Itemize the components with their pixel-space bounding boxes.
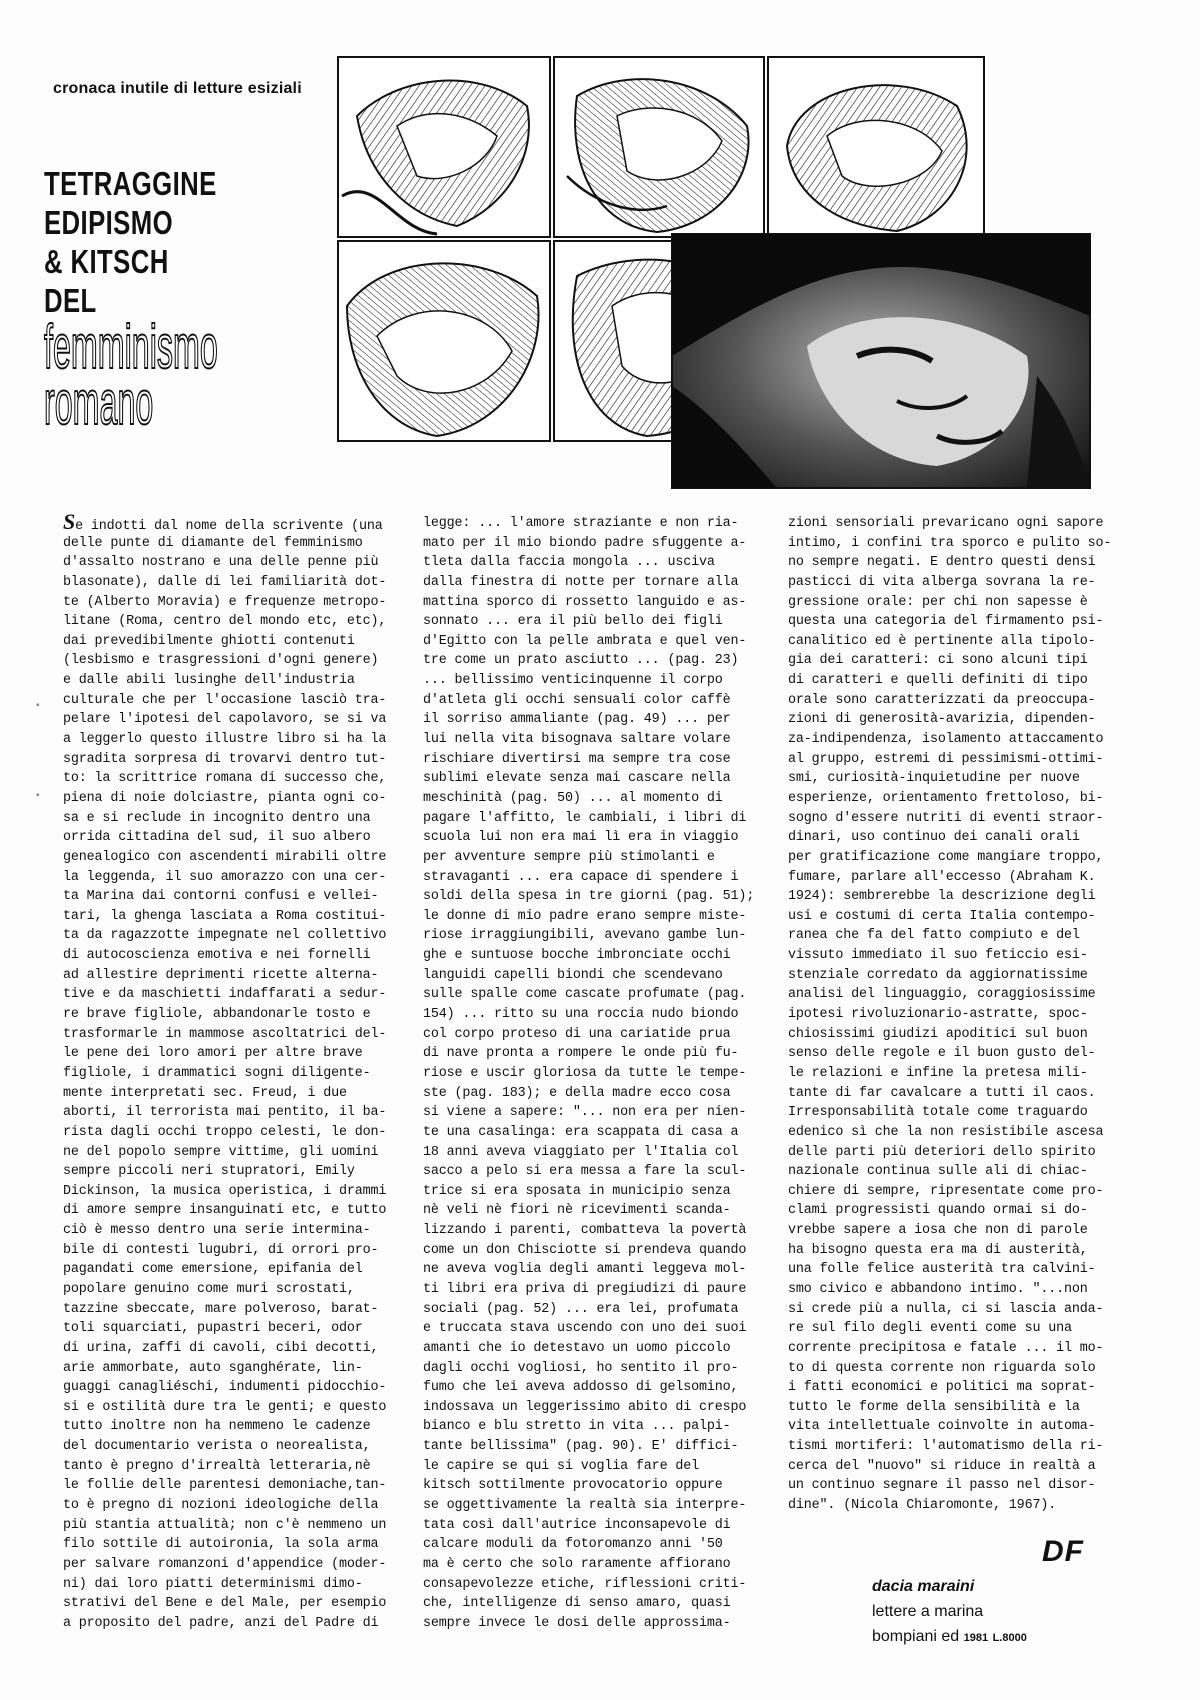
column-line: gia dei caratteri: ci sono alcuni tipi bbox=[788, 653, 1088, 669]
title-line-1: TETRAGGINE bbox=[44, 165, 217, 202]
column-line: re sul filo degli eventi come su una bbox=[788, 1321, 1072, 1337]
column-line: gressione orale: per chi non sapesse è bbox=[788, 594, 1088, 610]
column-line: tante bellissima" (pag. 90). E' diffici- bbox=[423, 1439, 739, 1455]
column-line: fumo che lei aveva addosso di gelsomino, bbox=[423, 1380, 739, 1396]
column-line: riose irraggiungibili, avevano gambe lun- bbox=[423, 928, 747, 944]
column-line: dine". (Nicola Chiaromonte, 1967). bbox=[788, 1498, 1057, 1514]
column-line: se oggettivamente la realtà sia interpre- bbox=[423, 1498, 747, 1514]
column-line: Dickinson, la musica operistica, i drammi bbox=[63, 1183, 387, 1199]
column-line: per salvare romanzoni d'appendice (moder- bbox=[63, 1556, 387, 1572]
book-price: L.8000 bbox=[992, 1632, 1027, 1644]
column-line: ciò è messo dentro una serie intermina- bbox=[63, 1223, 371, 1239]
column-line: za-indipendenza, isolamento attaccamento bbox=[788, 732, 1104, 748]
column-line: delle punte di diamante del femminismo bbox=[63, 535, 363, 551]
column-line: dalla finestra di notte per tornare alla bbox=[423, 574, 739, 590]
column-line: sempre invece le dosi delle approssima- bbox=[423, 1615, 731, 1631]
column-line: cerca del "nuovo" si riduce in realtà a bbox=[788, 1458, 1096, 1474]
column-line: a proposito del padre, anzi del Padre di bbox=[63, 1615, 379, 1631]
column-line: tre come un prato asciutto ... (pag. 23) bbox=[423, 653, 739, 669]
column-line: al gruppo, estremi di pessimismi-ottimi- bbox=[788, 751, 1104, 767]
book-author: dacia maraini bbox=[872, 1578, 975, 1595]
column-line: meschinità (pag. 50) ... al momento di bbox=[423, 790, 723, 806]
column-line: sacco a pelo si era messa a fare la scul- bbox=[423, 1164, 747, 1180]
column-line: sublimi elevate senza mai cascare nella bbox=[423, 771, 731, 787]
column-line: dagli occhi vogliosi, ho sentito il pro- bbox=[423, 1360, 739, 1376]
column-line: le pene dei loro amori per altre brave bbox=[63, 1046, 363, 1062]
column-line: to di questa corrente non riguarda solo bbox=[788, 1360, 1096, 1376]
column-line: rischiare divertirsi ma sempre tra cose bbox=[423, 751, 731, 767]
column-line: col corpo proteso di una cariatide prua bbox=[423, 1026, 731, 1042]
illustration-collage bbox=[337, 56, 1092, 489]
article-column-2 bbox=[423, 514, 754, 1634]
column-line: la leggenda, il suo amorazzo con una cer- bbox=[63, 869, 387, 885]
drawing-panel-3 bbox=[768, 57, 984, 237]
column-line: per gratificazione come mangiare troppo, bbox=[788, 849, 1104, 865]
column-line: le capire se qui si voglia fare del bbox=[423, 1458, 699, 1474]
book-reference bbox=[872, 1574, 1027, 1651]
column-line: stravaganti ... era capace di spendere i bbox=[423, 869, 739, 885]
column-line: te una casalinga: era scappata di casa a bbox=[423, 1124, 739, 1140]
column-line: calcare moduli da fotoromanzo anni '50 bbox=[423, 1537, 723, 1553]
column-line: figliole, i drammatici sogni diligente- bbox=[63, 1065, 371, 1081]
column-line: d'Egitto con la pelle ambrata e quel ven- bbox=[423, 633, 747, 649]
column-line: chiere di sempre, ripresentate come pro- bbox=[788, 1183, 1104, 1199]
column-line: ghe e suntuose bocche imbronciate occhi bbox=[423, 948, 731, 964]
drawing-panel-4 bbox=[338, 241, 550, 441]
column-line: e truccata stava uscendo con uno dei suoi bbox=[423, 1321, 747, 1337]
column-line: scuola lui non era mai lì era in viaggio bbox=[423, 830, 739, 846]
column-line: di nave pronta a rompere le onde più fu- bbox=[423, 1046, 739, 1062]
column-line: una folle felice austerità tra calvini- bbox=[788, 1262, 1096, 1278]
column-line: tante di far cavalcare a tutti il caos. bbox=[788, 1085, 1096, 1101]
section-rubric: cronaca inutile di letture esiziali bbox=[53, 80, 302, 97]
column-line: usi e costumi di certa Italia contempo- bbox=[788, 908, 1096, 924]
column-line: blasonate), dalle di lei familiarità dot- bbox=[63, 574, 387, 590]
column-line: rista dagli occhi troppo celesti, le don- bbox=[63, 1124, 387, 1140]
column-line: to: la scrittrice romana di successo che, bbox=[63, 771, 387, 787]
photo-panel bbox=[672, 234, 1090, 488]
column-line: ... bellissimo venticinquenne il corpo bbox=[423, 673, 723, 689]
column-line: orrida cittadina del sud, il suo albero bbox=[63, 830, 371, 846]
column-line: tismi mortiferi: l'automatismo della ri- bbox=[788, 1439, 1104, 1455]
column-line: pagandati come emersione, epifania del bbox=[63, 1262, 363, 1278]
column-line: d'assalto nostrano e una delle penne più bbox=[63, 555, 379, 571]
column-line: legge: ... l'amore straziante e non ria- bbox=[423, 516, 739, 531]
column-line: per avventure sempre più stimolanti e bbox=[423, 849, 715, 865]
column-line: vissuto immediato il suo feticcio esi- bbox=[788, 948, 1088, 964]
column-line: si crede più a nulla, ci si lascia anda- bbox=[788, 1301, 1104, 1317]
column-line: sgradita sorpresa di trovarvi dentro tut- bbox=[63, 751, 387, 767]
column-line: ipotesi rivoluzionario-astratte, spoc- bbox=[788, 1007, 1088, 1023]
column-line: di urina, zaffi di cavoli, cibi decotti, bbox=[63, 1340, 379, 1356]
column-line: clami progressisti quando ormai si do- bbox=[788, 1203, 1088, 1219]
column-line: te (Alberto Moravia) e frequenze metropo- bbox=[63, 594, 387, 610]
article-title bbox=[44, 164, 244, 438]
column-line: pelare l'ipotesi del capolavoro, se si va bbox=[63, 712, 387, 728]
column-line: pagare l'affitto, le cambiali, i libri di bbox=[423, 810, 747, 826]
column-line: filo sottile di autoironia, la sola arma bbox=[63, 1537, 379, 1553]
drawing-panel-1 bbox=[338, 57, 550, 237]
column-line: le donne di mio padre erano sempre miste- bbox=[423, 908, 747, 924]
column-line: di amore sempre insanguinati etc, e tutto bbox=[63, 1203, 387, 1219]
column-line: strativi del Bene e del Male, per esempio bbox=[63, 1596, 387, 1612]
column-line: si e ostilità dure tra le genti; e questo bbox=[63, 1399, 387, 1415]
column-line: popolare genuino come muri scrostati, bbox=[63, 1281, 355, 1297]
column-line: lui nella vita bisognava saltare volare bbox=[423, 732, 731, 748]
column-line: lizzando i parenti, combatteva la povertà bbox=[423, 1223, 747, 1239]
column-line: kitsch sottilmente provocatorio oppure bbox=[423, 1478, 723, 1494]
column-line: 1924): sembrerebbe la descrizione degli bbox=[788, 889, 1096, 905]
column-line: ne del popolo sempre vittime, gli uomini bbox=[63, 1144, 379, 1160]
column-line: bianco e blu stretto in vita ... palpi- bbox=[423, 1419, 731, 1435]
column-line: smo civico e abbandono intimo. "...non bbox=[788, 1281, 1088, 1297]
column-line: re brave figliole, abbandonarle tosto e bbox=[63, 1007, 371, 1023]
column-line: analisi del linguaggio, coraggiosissime bbox=[788, 987, 1096, 1003]
column-line: to è pregno di nozioni ideologiche della bbox=[63, 1498, 379, 1514]
title-line-6: romano bbox=[44, 369, 154, 438]
column-line: sulle spalle come cascate profumate (pag. bbox=[423, 987, 747, 1003]
column-line: litane (Roma, centro del mondo etc, etc), bbox=[63, 614, 387, 630]
column-line: esperienze, orientamento frettoloso, bi- bbox=[788, 790, 1104, 806]
book-publisher: bompiani ed bbox=[872, 1628, 960, 1645]
column-line: culturale che per l'occasione lasciò tra- bbox=[63, 692, 387, 708]
column-line-first bbox=[63, 509, 386, 534]
column-line: tata così dall'autrice inconsapevole di bbox=[423, 1517, 731, 1533]
column-line: a leggerlo questo illustre libro si ha la bbox=[63, 732, 387, 748]
column-line: tive e da maschietti indaffarati a sedur- bbox=[63, 987, 387, 1003]
column-line: ta Marina dai contorni confusi e vellei- bbox=[63, 889, 379, 905]
column-line: ranea che fa del fatto compiuto e del bbox=[788, 928, 1080, 944]
column-line-text: e indotti dal nome della scrivente (una bbox=[75, 519, 383, 534]
column-line: tanto è pregno d'irrealtà letteraria,nè bbox=[63, 1458, 371, 1474]
article-column-1 bbox=[63, 509, 387, 1634]
column-line: sonnato ... era il più bello dei figli bbox=[423, 614, 723, 630]
column-line: e dalle abili lusinghe dell'industria bbox=[63, 673, 355, 689]
column-line: questa una categoria del firmamento psi- bbox=[788, 614, 1104, 630]
title-line-5: femminismo bbox=[44, 313, 218, 382]
column-line: consapevolezze etiche, riflessioni criti- bbox=[423, 1576, 747, 1592]
column-line: che, intelligenze di senso amaro, quasi bbox=[423, 1596, 731, 1612]
column-line: ta da ragazzotte impegnate nel collettivo bbox=[63, 928, 387, 944]
column-line: toli squarciati, pupastri beceri, odor bbox=[63, 1321, 363, 1337]
column-line: tutto le forme della sensibilità e la bbox=[788, 1399, 1080, 1415]
column-line: di autocoscienza emotiva e nei fornelli bbox=[63, 948, 371, 964]
column-line: sogno d'essere nutriti di eventi straor- bbox=[788, 810, 1104, 826]
scan-mark: ▪ bbox=[36, 700, 40, 711]
column-line: trasformarle in mammose ascoltatrici del- bbox=[63, 1026, 387, 1042]
column-line: nazionale continua sulle ali di chiac- bbox=[788, 1164, 1088, 1180]
scan-mark: ▪ bbox=[36, 790, 40, 801]
title-line-4: DEL bbox=[44, 282, 97, 319]
article-column-3 bbox=[788, 514, 1111, 1516]
column-line: trice si era sposata in municipio senza bbox=[423, 1183, 731, 1199]
column-line: le follie delle parentesi demoniache,tan- bbox=[63, 1478, 387, 1494]
drop-cap: S bbox=[63, 509, 76, 534]
column-line: i fatti economici e politici ma soprat- bbox=[788, 1380, 1096, 1396]
column-line: le relazioni e infine la pretesa mili- bbox=[788, 1065, 1088, 1081]
column-line: ha bisogno questa era ma di austerità, bbox=[788, 1242, 1088, 1258]
title-line-2: EDIPISMO bbox=[44, 204, 173, 241]
column-line: edenico sì che la non resistibile ascesa bbox=[788, 1124, 1104, 1140]
column-line: come un don Chisciotte si prendeva quando bbox=[423, 1242, 747, 1258]
column-line: intimo, i confini tra sporco e pulito so- bbox=[788, 535, 1112, 551]
column-line: d'atleta gli occhi sensuali color caffè bbox=[423, 692, 731, 708]
column-line: ste (pag. 183); e della madre ecco cosa bbox=[423, 1085, 731, 1101]
column-line: tazzine sbeccate, mare polveroso, barat- bbox=[63, 1301, 379, 1317]
column-line: riose e uscir gloriosa da tutte le tempe- bbox=[423, 1065, 747, 1081]
column-line: indossava un leggerissimo abito di crespo bbox=[423, 1399, 747, 1415]
column-line: 18 anni aveva viaggiato per l'Italia col bbox=[423, 1144, 739, 1160]
column-line: mattina sporco di rossetto languido e as- bbox=[423, 594, 747, 610]
column-line: fumare, parlare all'eccesso (Abraham K. bbox=[788, 869, 1096, 885]
column-line: vita intellettuale coinvolte in automa- bbox=[788, 1419, 1096, 1435]
column-line: di caratteri e quelli definiti di tipo bbox=[788, 673, 1088, 689]
column-line: orale sono caratterizzati da preoccupa- bbox=[788, 692, 1096, 708]
column-line: ad allestire deprimenti ricette alterna- bbox=[63, 967, 379, 983]
column-line: tari, la ghenga lasciata a Roma costitui- bbox=[63, 908, 387, 924]
column-line: dinari, uso continuo dei canali orali bbox=[788, 830, 1080, 846]
column-line: ne aveva voglia degli amanti leggeva mol- bbox=[423, 1262, 747, 1278]
column-line: delle parti più deteriori dello spirito bbox=[788, 1144, 1096, 1160]
column-line: tleta dalla faccia mongola ... usciva bbox=[423, 555, 715, 571]
column-line: un continuo segnare il passo nel disor- bbox=[788, 1478, 1096, 1494]
column-line: tutto inoltre non ha nemmeno le cadenze bbox=[63, 1419, 371, 1435]
column-line: soldi della spesa in tre giorni (pag. 51); bbox=[423, 889, 755, 905]
column-line: zioni di generosità-avarizia, dipenden- bbox=[788, 712, 1096, 728]
column-line: vrebbe sapere a iosa che non di parole bbox=[788, 1223, 1088, 1239]
column-line: pasticci di vita alberga sovrana la re- bbox=[788, 574, 1096, 590]
column-line: aborti, il terrorista mai pentito, il ba- bbox=[63, 1105, 387, 1121]
book-title: lettere a marina bbox=[872, 1603, 984, 1620]
column-line: 154) ... ritto su una roccia nudo biondo bbox=[423, 1007, 739, 1023]
column-line: arie ammorbate, auto sganghérate, lin- bbox=[63, 1360, 363, 1376]
title-line-3: & KITSCH bbox=[44, 243, 169, 280]
column-line: mato per il mio biondo padre sfuggente a- bbox=[423, 535, 747, 551]
column-line: del documentario verista o neorealista, bbox=[63, 1439, 371, 1455]
column-line: zioni sensoriali prevaricano ogni sapore bbox=[788, 516, 1104, 531]
column-line: ti libri era priva di pregiudizi di paure bbox=[423, 1281, 747, 1297]
column-line: nè veli nè fiori nè ricevimenti scanda- bbox=[423, 1203, 731, 1219]
column-line: stenziale corredato da aggiornatissime bbox=[788, 967, 1088, 983]
column-line: no sempre negati. E dentro questi densi bbox=[788, 555, 1096, 571]
column-line: sempre piccoli neri stupratori, Emily bbox=[63, 1164, 355, 1180]
column-line: ni) dai loro piatti determinismi dimo- bbox=[63, 1576, 363, 1592]
column-line: bile di contesti lugubri, di orrori pro- bbox=[63, 1242, 379, 1258]
column-line: languidi capelli biondi che scendevano bbox=[423, 967, 723, 983]
drawing-panel-2 bbox=[554, 57, 764, 237]
column-line: smi, curiosità-inquietudine per nuove bbox=[788, 771, 1080, 787]
column-line: mente interpretati sec. Freud, i due bbox=[63, 1085, 347, 1101]
column-line: canalitico ed è pertinente alla tipolo- bbox=[788, 633, 1096, 649]
book-publisher-line bbox=[872, 1624, 1027, 1651]
column-line: corrente precipitosa e fatale ... il mo- bbox=[788, 1340, 1104, 1356]
column-line: senso delle regole e il buon gusto del- bbox=[788, 1046, 1096, 1062]
book-year: 1981 bbox=[963, 1632, 989, 1644]
column-line: guaggi canagliéschi, indumenti pidocchio- bbox=[63, 1380, 387, 1396]
column-line: Irresponsabilità totale come traguardo bbox=[788, 1105, 1088, 1121]
author-initials: DF bbox=[1042, 1535, 1084, 1568]
column-line: amanti che io detestavo un uomo piccolo bbox=[423, 1340, 731, 1356]
column-line: genealogico con ascendenti mirabili oltre bbox=[63, 849, 387, 865]
column-line: si viene a sapere: "... non era per nien- bbox=[423, 1105, 747, 1121]
column-line: sa e si reclude in incognito dentro una bbox=[63, 810, 371, 826]
column-line: più stantia attualità; non c'è nemmeno un bbox=[63, 1517, 387, 1533]
column-line: piena di noie dolciastre, pianta ogni co- bbox=[63, 790, 387, 806]
column-line: dai prevedibilmente ghiotti contenuti bbox=[63, 633, 355, 649]
column-line: (lesbismo e trasgressioni d'ogni genere) bbox=[63, 653, 379, 669]
column-line: il sorriso ammaliante (pag. 49) ... per bbox=[423, 712, 731, 728]
column-line: sociali (pag. 52) ... era lei, profumata bbox=[423, 1301, 739, 1317]
column-line: chiosissimi giudizi apoditici sul buon bbox=[788, 1026, 1088, 1042]
column-line: ma è certo che solo raramente affiorano bbox=[423, 1556, 731, 1572]
